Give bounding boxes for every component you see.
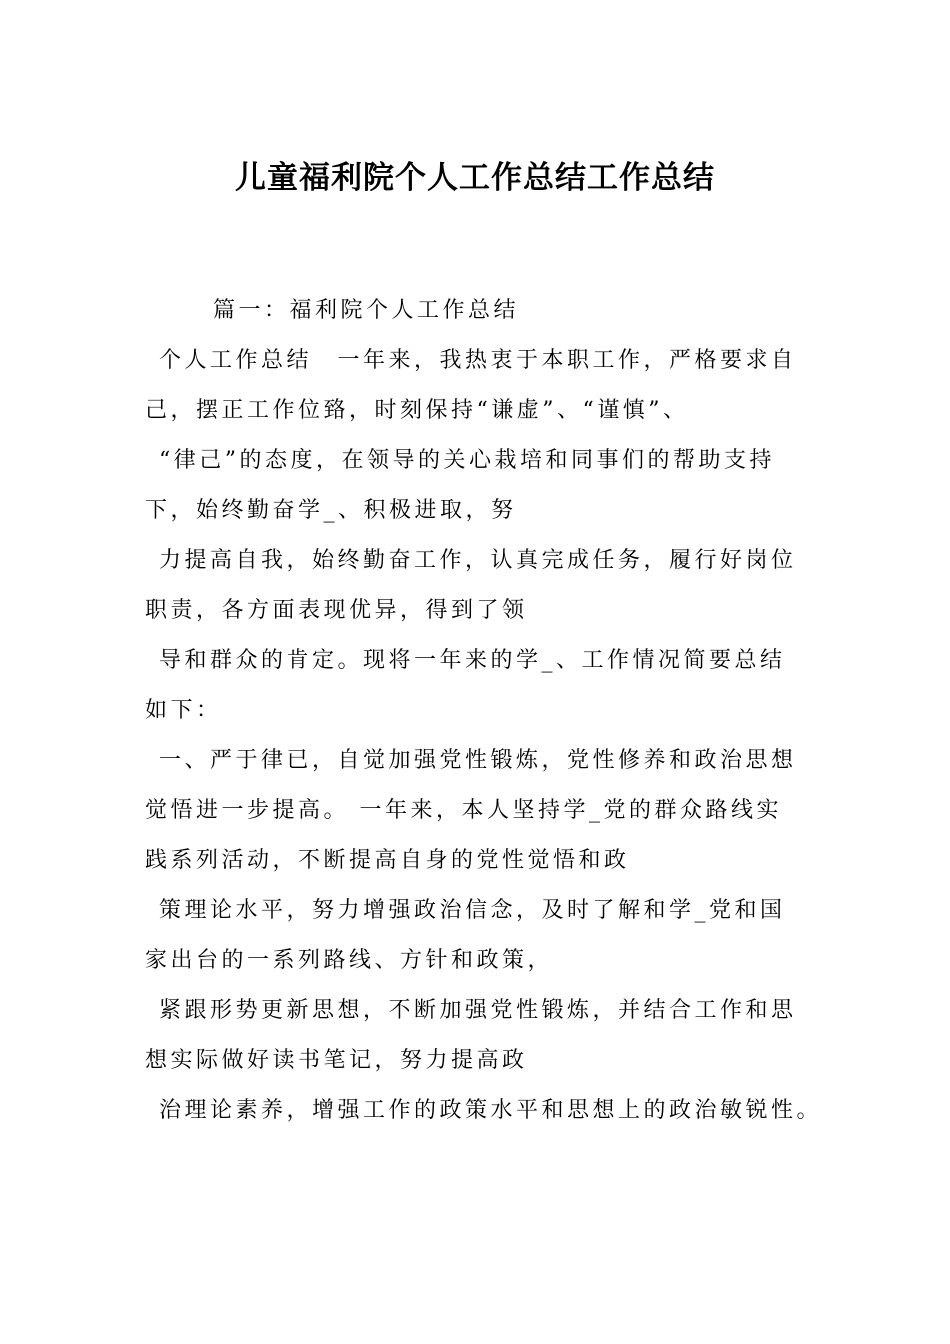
paragraph-line: 想实际做好读书笔记，努力提高政 bbox=[145, 1048, 528, 1073]
paragraph-line: 紧跟形势更新思想，不断加强党性锻炼，并结合工作和思 bbox=[159, 998, 797, 1023]
paragraph-line: 治理论素养，增强工作的政策水平和思想上的政治敏锐性。 bbox=[159, 1098, 823, 1123]
paragraph-line: 力提高自我，始终勤奋工作，认真完成任务，履行好岗位 bbox=[159, 548, 797, 573]
paragraph-line: 个人工作总结 一年来，我热衷于本职工作，严格要求自 bbox=[159, 348, 797, 373]
paragraph-line: 践系列活动，不断提高自身的党性觉悟和政 bbox=[145, 848, 630, 873]
paragraph-line: 家出台的一系列路线、方针和政策， bbox=[145, 948, 554, 973]
paragraph-line: 导和群众的肯定。现将一年来的学_、工作情况简要总结 bbox=[159, 648, 786, 673]
paragraph-line: “律己”的态度，在领导的关心栽培和同事们的帮助支持 bbox=[159, 448, 775, 473]
section-heading: 篇一：福利院个人工作总结 bbox=[213, 298, 520, 323]
paragraph-line: 职责，各方面表现优异，得到了领 bbox=[145, 598, 528, 623]
paragraph-line: 觉悟进一步提高。 一年来，本人坚持学_党的群众路线实 bbox=[145, 798, 782, 823]
paragraph-line: 己，摆正工作位臵，时刻保持“谦虚”、“谨慎”、 bbox=[145, 398, 689, 423]
paragraph-line: 下，始终勤奋学_、积极进取，努 bbox=[145, 498, 517, 523]
paragraph-line: 策理论水平，努力增强政治信念，及时了解和学_党和国 bbox=[159, 898, 786, 923]
document-body bbox=[145, 286, 845, 1136]
paragraph-line: 一、严于律已，自觉加强党性锻炼，党性修养和政治思想 bbox=[159, 748, 797, 773]
paragraph-line: 如下： bbox=[145, 698, 222, 723]
document-title: 儿童福利院个人工作总结工作总结 bbox=[235, 160, 715, 196]
